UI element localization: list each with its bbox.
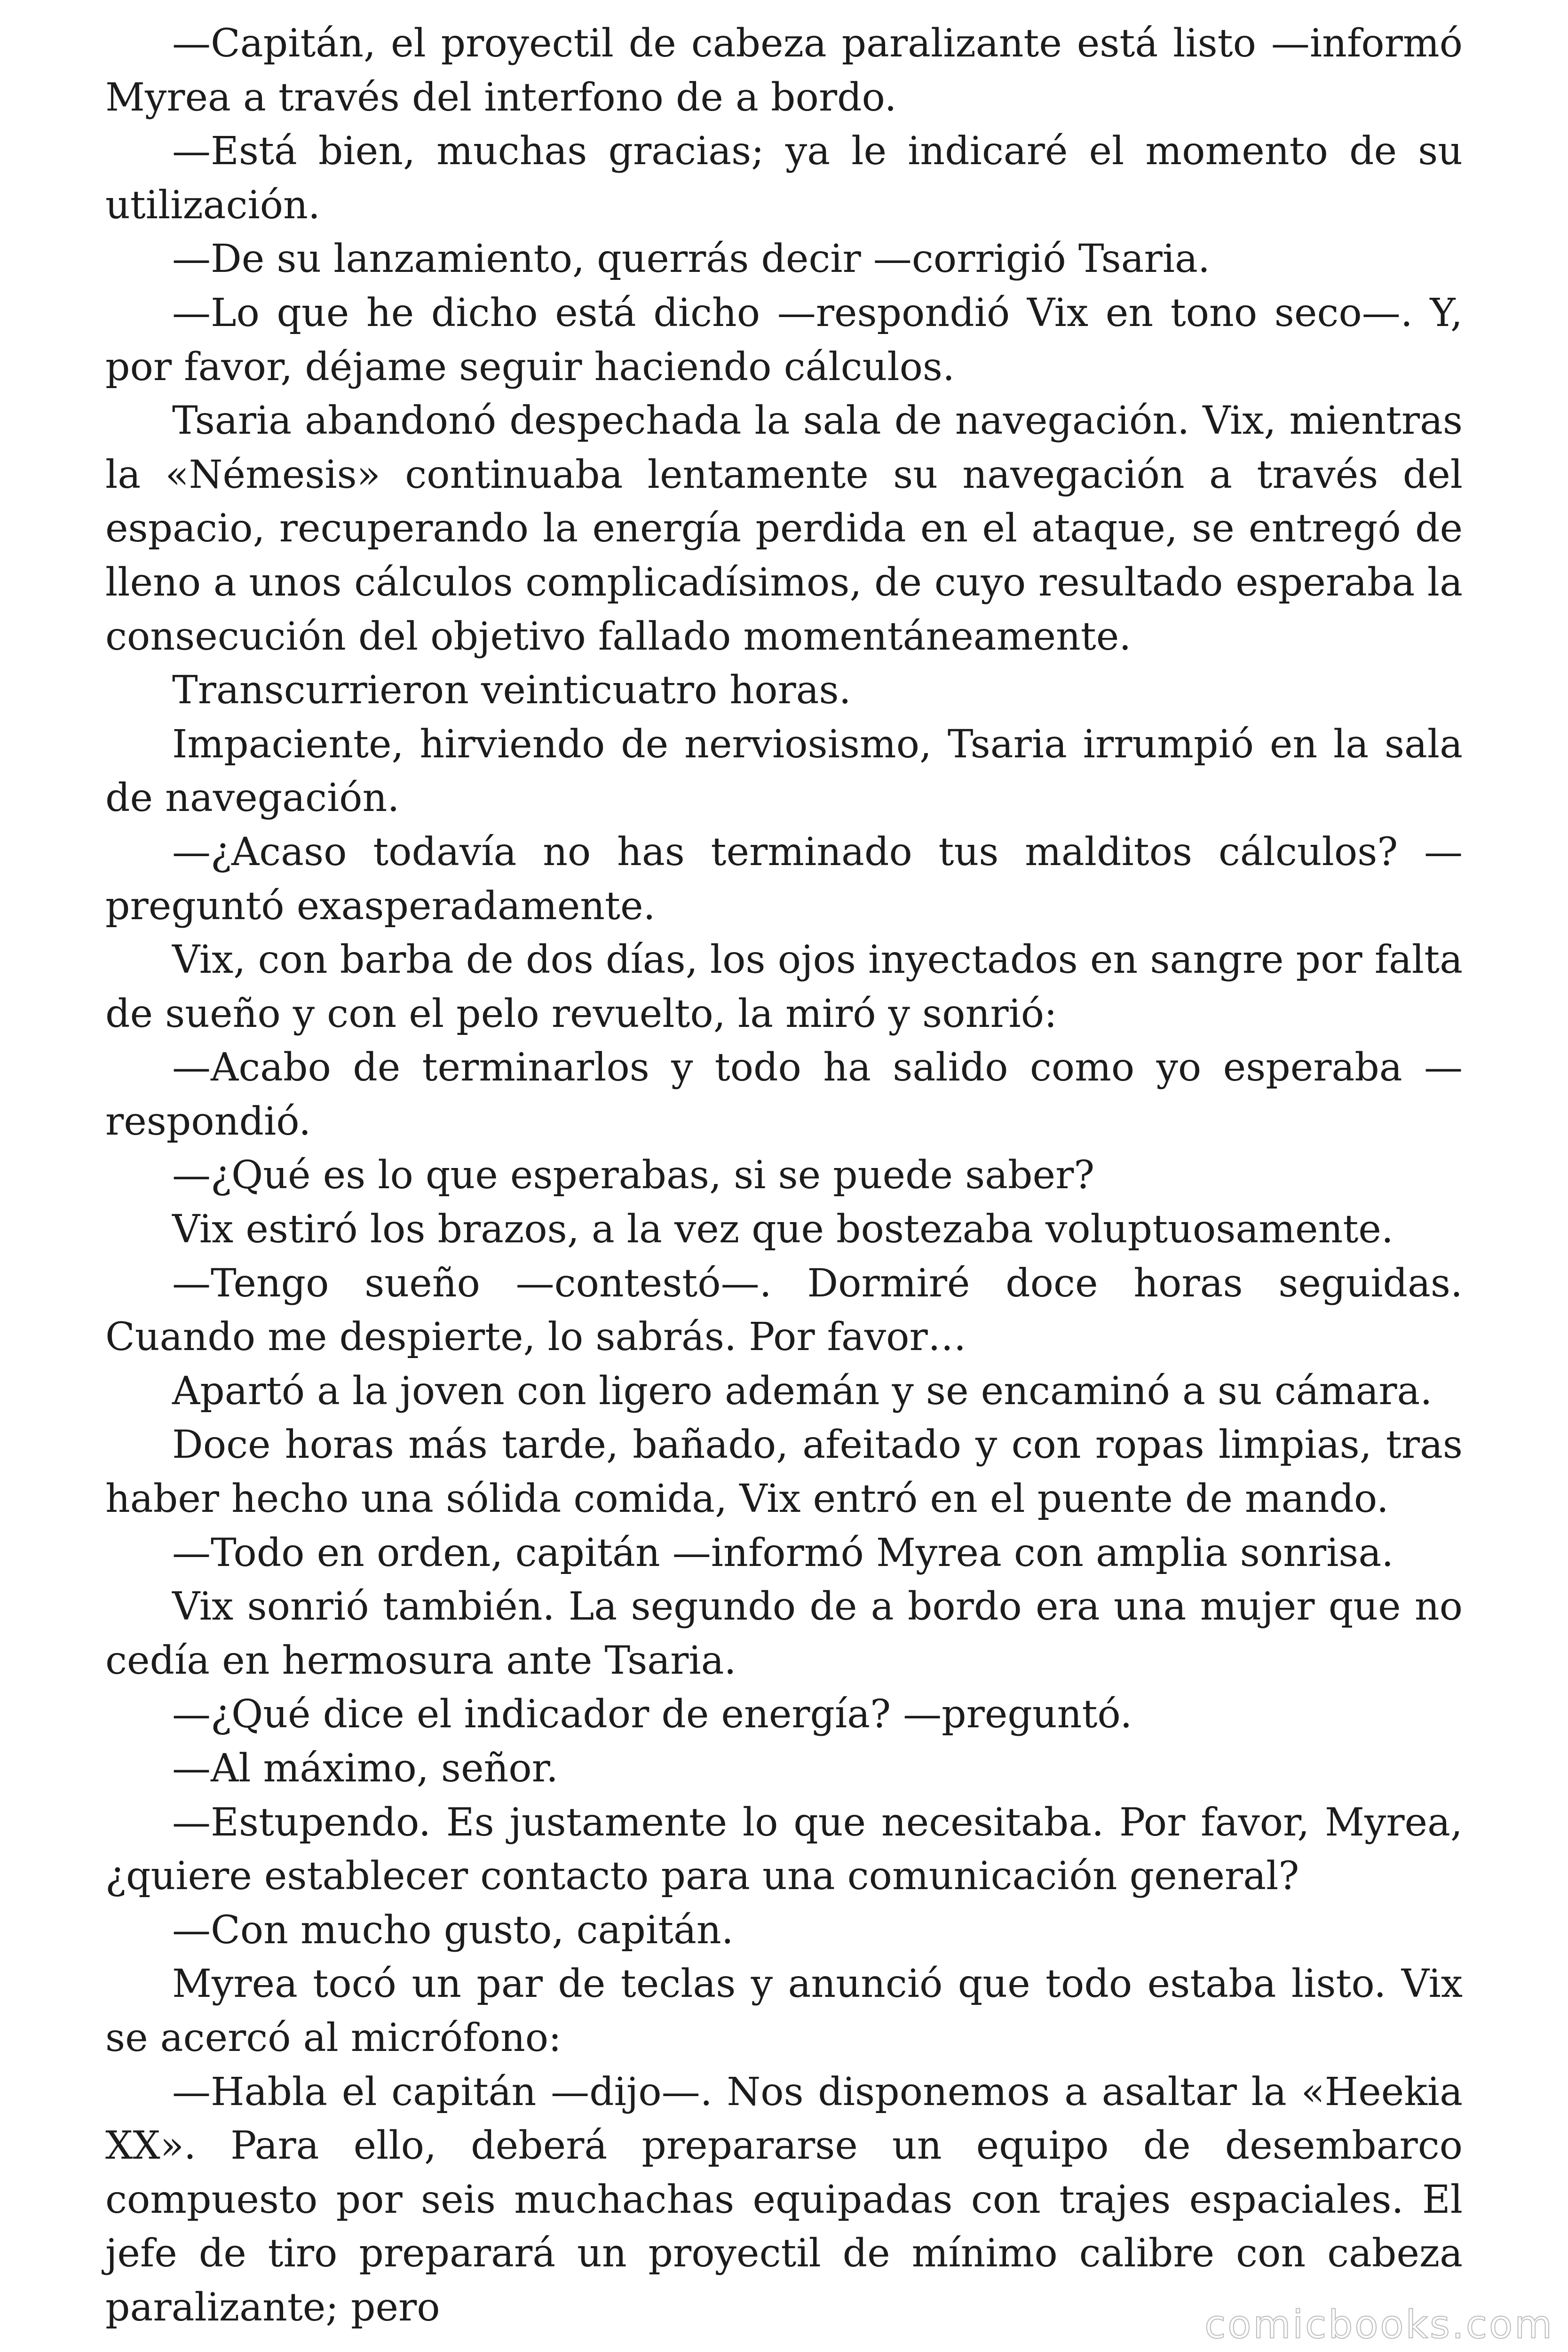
paragraph: —Al máximo, señor. bbox=[172, 1746, 558, 1791]
paragraph: Myrea tocó un par de teclas y anunció que todo estaba listo. Vix se acercó al micrófono: bbox=[105, 1962, 1463, 2060]
paragraph: —Está bien, muchas gracias; ya le indicaré el momento de su utilización. bbox=[105, 129, 1463, 228]
paragraph: —¿Qué es lo que esperabas, si se puede saber? bbox=[172, 1153, 1095, 1198]
paragraph: —Con mucho gusto, capitán. bbox=[172, 1907, 734, 1953]
paragraph: Impaciente, hirviendo de nerviosismo, Tsaria irrumpió en la sala de navegación. bbox=[105, 722, 1463, 821]
paragraph: —¿Qué dice el indicador de energía? —preguntó. bbox=[172, 1692, 1132, 1737]
paragraph: Vix, con barba de dos días, los ojos inyectados en sangre por falta de sueño y con el pelo revuelto, la miró y sonrió: bbox=[105, 938, 1463, 1036]
paragraph: —De su lanzamiento, querrás decir —corrigió Tsaria. bbox=[172, 237, 1210, 282]
paragraph: —Todo en orden, capitán —informó Myrea con amplia sonrisa. bbox=[172, 1530, 1394, 1575]
paragraph: —¿Acaso todavía no has terminado tus malditos cálculos? —preguntó exasperadamente. bbox=[105, 829, 1463, 929]
paragraph: —Acabo de terminarlos y todo ha salido como yo esperaba —respondió. bbox=[105, 1045, 1463, 1144]
paragraph: Apartó a la joven con ligero ademán y se encaminó a su cámara. bbox=[172, 1368, 1433, 1414]
book-page-text bbox=[105, 17, 1463, 2335]
paragraph: Transcurrieron veinticuatro horas. bbox=[172, 668, 851, 713]
watermark: comicbooks.com bbox=[1204, 2303, 1554, 2347]
paragraph: Vix sonrió también. La segundo de a bordo era una mujer que no cedía en hermosura ante Tsaria. bbox=[105, 1584, 1463, 1683]
paragraph: —Habla el capitán —dijo—. Nos disponemos a asaltar la «Heekia XX». Para ello, deberá prepararse un equipo de desembarco compuesto por seis muchachas equipadas con trajes espaciales. El jefe de tiro preparará un proyectil de mínimo calibre con cabeza paralizante; pero bbox=[105, 2069, 1463, 2330]
paragraph: —Lo que he dicho está dicho —respondió Vix en tono seco—. Y, por favor, déjame seguir haciendo cálculos. bbox=[105, 290, 1463, 389]
paragraph: Tsaria abandonó despechada la sala de navegación. Vix, mientras la «Némesis» continuaba lentamente su navegación a través del espacio, recuperando la energía perdida en el ataque, se entregó de lleno a unos cálculos complicadísimos, de cuyo resultado esperaba la consecución del objetivo fallado momentáneamente. bbox=[105, 398, 1463, 659]
paragraph: —Estupendo. Es justamente lo que necesitaba. Por favor, Myrea, ¿quiere establecer contacto para una comunicación general? bbox=[105, 1800, 1463, 1899]
paragraph: Doce horas más tarde, bañado, afeitado y con ropas limpias, tras haber hecho una sólida comida, Vix entró en el puente de mando. bbox=[105, 1422, 1463, 1522]
paragraph: —Tengo sueño —contestó—. Dormiré doce horas seguidas. Cuando me despierte, lo sabrás. Por favor… bbox=[105, 1261, 1463, 1360]
paragraph: —Capitán, el proyectil de cabeza paralizante está listo —informó Myrea a través del interfono de a bordo. bbox=[105, 21, 1463, 120]
paragraph: Vix estiró los brazos, a la vez que bostezaba voluptuosamente. bbox=[172, 1207, 1394, 1252]
